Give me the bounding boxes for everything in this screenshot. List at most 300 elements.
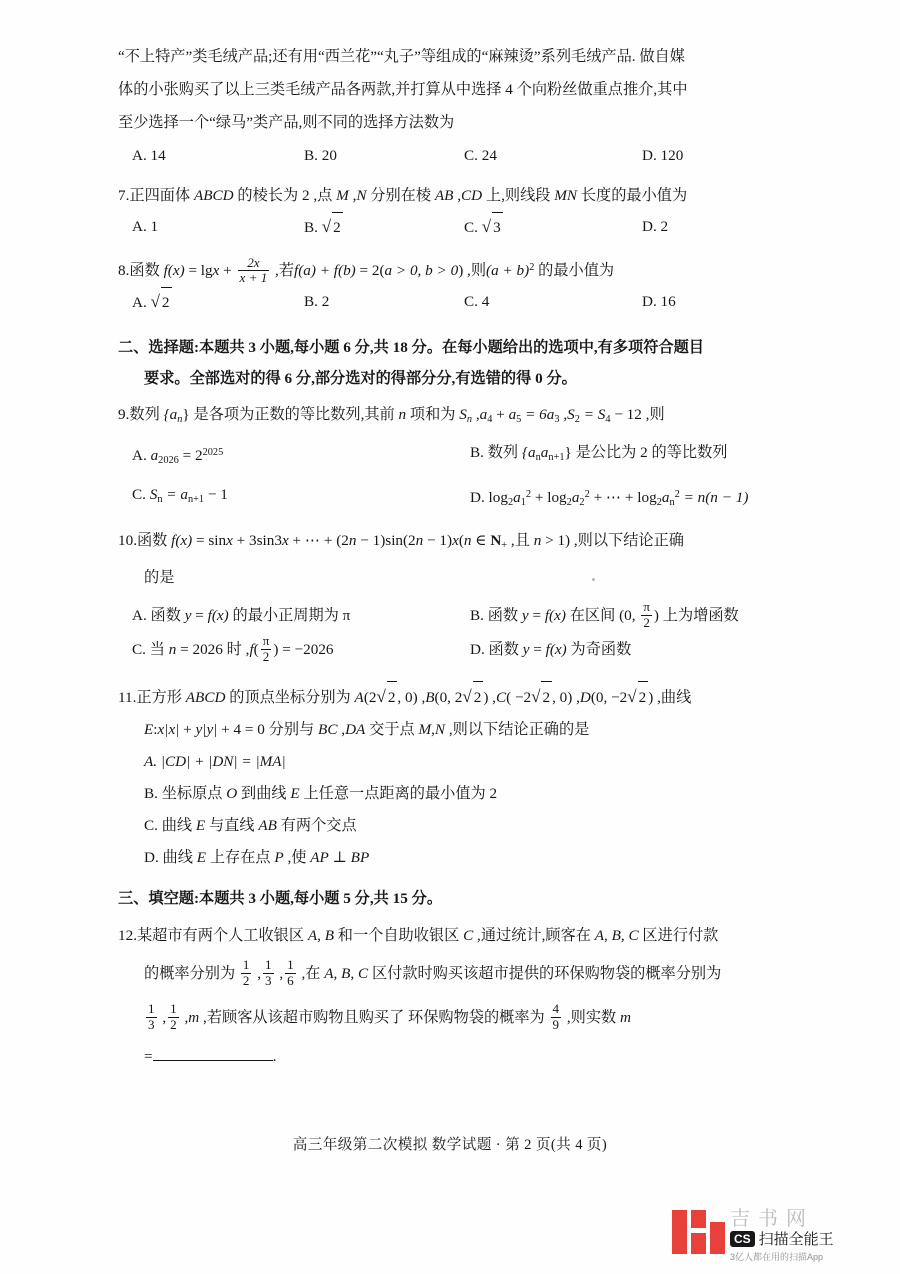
- radical-icon: √: [462, 687, 472, 707]
- q11-option-b-e: E: [290, 785, 300, 803]
- section-2-header-line2: [118, 363, 784, 394]
- q9-text-5: − 12 ,则: [610, 406, 665, 424]
- q9-var-n: n: [398, 406, 407, 424]
- q9-option-d-plus1: + log: [531, 489, 567, 507]
- q7-var-m: M: [336, 187, 349, 204]
- q6-option-d[interactable]: D. 120: [642, 147, 684, 164]
- radical-icon: √: [627, 687, 637, 707]
- q9-option-d-a3sub: n: [669, 497, 675, 509]
- q10-x2: x: [281, 532, 289, 550]
- q11-c-val-2: , 0): [552, 689, 573, 707]
- q10-fx: f(x): [171, 532, 193, 550]
- q9-option-a-var: a: [150, 447, 159, 465]
- q7-option-c[interactable]: [464, 212, 642, 243]
- page-speck: [592, 578, 595, 581]
- q12-comma-2: ,: [275, 965, 284, 983]
- q10-text-5: − 1)sin(2: [356, 532, 416, 550]
- q11-point-c: C: [495, 689, 507, 707]
- q12-abc-2: A, B, C: [324, 965, 369, 983]
- q10-option-d-text: 为奇函数: [566, 641, 632, 659]
- q7-var-mn: MN: [554, 187, 578, 204]
- q10-option-c-open: (: [253, 641, 259, 659]
- q10-text-8: ∈: [471, 532, 491, 550]
- question-6-body: [118, 40, 784, 139]
- question-10-stem: [118, 525, 784, 562]
- q9-text-2: 是各项为正数的等比数列,其前: [189, 406, 399, 424]
- q10-option-a-eq: =: [191, 607, 208, 625]
- q10-option-c-f: f: [249, 641, 254, 659]
- q10-option-a-f: f(x): [207, 607, 229, 625]
- q10-text-10: > 1) ,则以下结论正确: [541, 532, 684, 550]
- q10-number: 10.: [118, 532, 137, 550]
- q8-text-1: 函数: [129, 262, 164, 280]
- q11-option-c-ab: AB: [258, 817, 277, 835]
- q7-var-ab: AB: [434, 187, 454, 204]
- q9-seq: {a: [163, 406, 178, 424]
- q11-m: M: [418, 721, 432, 739]
- q8-option-a-prefix: A.: [132, 294, 151, 312]
- q12-text-5: 的概率分别为: [144, 965, 239, 983]
- q12-frac-5-den: 2: [170, 1017, 177, 1033]
- q10-set-n-sub: +: [501, 540, 508, 552]
- q8-condition: a > 0, b > 0: [384, 262, 459, 280]
- watermark-brand: 吉 书 网: [730, 1208, 809, 1230]
- q12-equals: =: [144, 1048, 153, 1066]
- q9-text-1: 数列: [129, 406, 164, 424]
- q11-text-5: 交于点: [365, 721, 419, 739]
- q8-expr-pow: 2: [529, 262, 535, 273]
- q10-option-d-eq: =: [529, 641, 546, 659]
- q9-option-d-prefix: D. log: [470, 489, 508, 507]
- q10-option-b-interval: 在区间 (0,: [565, 607, 640, 625]
- q10-option-c-frac: [261, 634, 272, 664]
- q12-text-3: ,通过统计,顾客在: [473, 927, 595, 945]
- q12-ab: A, B: [307, 927, 334, 945]
- q12-c: C: [463, 927, 474, 945]
- section-2-text-2: 要求。全部选对的得 6 分,部分选对的得部分分,有选错的得 0 分。: [144, 370, 577, 388]
- q9-s2: S: [567, 406, 575, 424]
- q10-option-c-prefix: C. 当: [132, 641, 169, 659]
- q12-frac-3: [285, 958, 296, 988]
- q11-option-d-mid: 上存在点: [206, 849, 275, 867]
- q6-line-1: “不上特产”类毛绒产品;还有用“西兰花”“丸子”等组成的“麻辣烫”系列毛绒产品. 做自媒: [118, 48, 685, 65]
- q12-answer-blank[interactable]: [153, 1046, 273, 1061]
- q7-var-n: N: [356, 187, 367, 204]
- q12-frac-6-num: 4: [552, 1001, 560, 1017]
- q6-option-a[interactable]: A. 14: [132, 147, 166, 164]
- q11-option-c[interactable]: [118, 810, 784, 842]
- q12-line-1: [118, 919, 784, 952]
- q7-text-1: 正四面体: [129, 187, 194, 204]
- q8-frac-den: x + 1: [239, 270, 268, 286]
- q9-option-d-a1: a: [513, 489, 521, 507]
- q9-option-d-sub3: 2: [656, 497, 662, 509]
- q9-sn-sub: n: [466, 414, 473, 426]
- q8-text-5: = 2(: [355, 262, 385, 280]
- section-3-text: 本题共 3 小题,每小题 5 分,共 15 分。: [199, 890, 442, 908]
- q7-option-c-radicand: 3: [492, 212, 503, 243]
- q12-text-4: 区进行付款: [638, 927, 719, 945]
- q7-text-4: 分别在棱: [366, 187, 435, 204]
- q11-option-d-e: E: [196, 849, 207, 867]
- q9-option-b-prefix: B. 数列: [470, 444, 522, 462]
- radical-icon: √: [481, 217, 492, 236]
- q9-option-d-pow1: 2: [525, 489, 532, 501]
- q11-comma-1: ,: [417, 689, 426, 707]
- q12-line-4: [118, 1040, 784, 1073]
- q11-colon: :: [153, 721, 158, 739]
- question-12: [118, 919, 784, 1073]
- q11-option-c-prefix: C. 曲线: [144, 817, 196, 835]
- q9-s4-sub: 4: [605, 414, 611, 426]
- q9-option-d-sub1: 2: [507, 497, 514, 509]
- q8-option-a-radicand: 2: [161, 287, 172, 318]
- q11-absy: |y|: [202, 721, 218, 739]
- q9-option-c-eq: = a: [162, 486, 188, 504]
- q10-option-d-f: f(x): [545, 641, 567, 659]
- q10-option-a-y: y: [184, 607, 192, 625]
- q6-options: [118, 141, 784, 171]
- q9-option-d-a1sub: 1: [520, 497, 526, 509]
- q10-option-b-frac-den: 2: [641, 615, 652, 631]
- q8-option-d[interactable]: D. 16: [642, 293, 676, 311]
- q10-option-b-frac-num: π: [643, 599, 650, 615]
- q12-text-7: 区付款时购买该超市提供的环保购物袋的概率分别为: [368, 965, 722, 983]
- q9-s2-sub: 2: [574, 414, 580, 426]
- q12-frac-2: [263, 958, 274, 988]
- q7-option-b-radicand: 2: [332, 212, 343, 243]
- question-9-stem: [118, 399, 784, 436]
- q12-frac-5: [168, 1002, 179, 1032]
- watermark-scan-row: [730, 1228, 834, 1249]
- q8-fx: f(x): [163, 262, 185, 280]
- q12-frac-3-num: 1: [287, 957, 294, 973]
- q11-y: y: [195, 721, 203, 739]
- section-2-label: 二、选择题:: [118, 339, 199, 357]
- q10-option-b-frac: [641, 600, 652, 630]
- q10-options-row-2: [118, 633, 784, 667]
- q9-a4-sub: 4: [487, 414, 493, 426]
- q12-text-2: 和一个自助收银区: [334, 927, 464, 945]
- q9-option-a-prefix: A.: [132, 447, 151, 465]
- q10-text-3: + 3sin3: [232, 532, 282, 550]
- q12-frac-6: [551, 1002, 562, 1032]
- q12-frac-1-den: 2: [242, 973, 250, 989]
- q12-period: .: [272, 1048, 277, 1066]
- q12-comma-3: ,: [158, 1009, 167, 1027]
- q11-option-d-ap: AP: [310, 849, 329, 867]
- q11-d-val-1: (0, −2: [590, 689, 628, 707]
- watermark: [672, 1200, 882, 1266]
- q9-option-a-pow: 2025: [202, 447, 224, 459]
- q10-n2: n: [415, 532, 424, 550]
- radical-icon: √: [150, 292, 160, 312]
- q10-n1: n: [348, 532, 357, 550]
- q11-option-c-mid: 与直线: [205, 817, 259, 835]
- q12-text-6: ,在: [297, 965, 325, 983]
- q9-option-c-sub2: n+1: [187, 493, 205, 505]
- q11-option-b-mid: 到曲线: [237, 785, 291, 803]
- q12-abc-1: A, B, C: [594, 927, 639, 945]
- q9-sn: S: [459, 406, 467, 424]
- q8-option-a[interactable]: [132, 287, 304, 318]
- q10-option-c[interactable]: [132, 633, 470, 667]
- q9-option-c-s: S: [149, 486, 158, 504]
- q12-frac-4: [146, 1002, 157, 1032]
- q9-option-d-pow2: 2: [584, 489, 590, 501]
- q9-option-b-an: {a: [521, 444, 536, 462]
- q7-text-6: 上,则线段: [482, 187, 555, 204]
- q11-comma-4: ,: [337, 721, 346, 739]
- q12-comma-4: ,: [180, 1009, 189, 1027]
- q7-option-b-prefix: B.: [304, 219, 322, 236]
- section-3-header: [118, 883, 784, 914]
- radical-icon: √: [321, 217, 332, 236]
- q12-text-1: 某超市有两个人工收银区: [136, 927, 308, 945]
- q9-option-b-sub2: n+1: [548, 451, 565, 463]
- q8-fraction: [238, 256, 270, 286]
- q11-option-d-bp: BP: [350, 849, 370, 867]
- q11-a-val-1: (2: [363, 689, 377, 707]
- q11-plus: +: [179, 721, 196, 739]
- q7-option-a[interactable]: A. 1: [132, 218, 159, 235]
- q10-text-9: ,且: [507, 532, 534, 550]
- q11-text-6: ,则以下结论正确的是: [445, 721, 590, 739]
- q10-text-1: 函数: [136, 532, 172, 550]
- q8-number: 8.: [118, 262, 130, 280]
- q11-number: 11.: [118, 689, 137, 707]
- q11-option-d-p: P: [274, 849, 284, 867]
- q7-options: [118, 212, 784, 243]
- q11-text-2: 的顶点坐标分别为: [225, 689, 355, 707]
- question-10-stem-line2: 的是: [144, 569, 175, 587]
- q12-frac-3-den: 6: [287, 973, 294, 989]
- q11-text-4: + 4 = 0 分别与: [217, 721, 319, 739]
- q8-text-2: = lg: [184, 262, 213, 280]
- q9-option-d-sub2: 2: [566, 497, 572, 509]
- q11-d-val-2: ): [648, 689, 654, 707]
- q9-comma: ,: [559, 406, 568, 424]
- q8-fa-fb: f(a) + f(b): [294, 262, 356, 280]
- q10-n3: n: [463, 532, 472, 550]
- q8-text-7: 的最小值为: [534, 262, 615, 280]
- q9-option-c-prefix: C.: [132, 486, 150, 504]
- watermark-sub-label: 3亿人都在用的扫描App: [730, 1252, 824, 1262]
- q11-curve-e: E: [144, 721, 154, 739]
- q9-option-d-a3: a: [661, 489, 670, 507]
- q6-option-b[interactable]: B. 20: [304, 147, 337, 164]
- q11-b-val-2: ): [483, 689, 489, 707]
- q10-option-b[interactable]: [470, 599, 739, 633]
- q6-line-3: 至少选择一个“绿马”类产品,则不同的选择方法数为: [118, 114, 455, 131]
- q11-comma-3: ,: [572, 689, 580, 707]
- q11-text-3: ,曲线: [653, 689, 692, 707]
- q7-text-7: 长度的最小值为: [577, 187, 688, 204]
- page-content: [118, 40, 784, 1073]
- q11-option-a[interactable]: A. |CD| + |DN| = |MA|: [144, 753, 286, 771]
- section-2-header: [118, 332, 784, 363]
- q10-option-b-eq: =: [528, 607, 545, 625]
- q10-option-d[interactable]: [470, 633, 631, 667]
- q9-option-d-a2sub: 2: [579, 497, 585, 509]
- q10-option-a-text: 的最小正周期为 π: [228, 607, 351, 625]
- q11-option-b-prefix: B. 坐标原点: [144, 785, 227, 803]
- q9-option-d-pow3: 2: [674, 489, 680, 501]
- q7-option-d[interactable]: D. 2: [642, 218, 669, 235]
- question-8-stem: [118, 252, 784, 287]
- q9-text-3: 项和为: [406, 406, 460, 424]
- section-2-text-1: 本题共 3 小题,每小题 6 分,共 18 分。在每小题给出的选项中,有多项符合题目: [199, 339, 704, 357]
- q10-set-n: N: [490, 532, 502, 550]
- q11-absx: |x|: [164, 721, 180, 739]
- q10-option-d-prefix: D. 函数: [470, 641, 523, 659]
- q7-number: 7.: [118, 187, 130, 204]
- camscanner-logo-icon: [672, 1206, 726, 1260]
- q10-option-c-n: n: [168, 641, 177, 659]
- q11-point-d: D: [579, 689, 591, 707]
- q12-frac-1-num: 1: [242, 957, 250, 973]
- q11-a-val-2: , 0): [397, 689, 418, 707]
- q9-seq-close: }: [182, 406, 190, 424]
- q12-line-3: [118, 996, 784, 1040]
- q7-var-abcd: ABCD: [193, 187, 234, 204]
- q10-option-c-frac-den: 2: [261, 649, 272, 665]
- q8-option-c[interactable]: C. 4: [464, 293, 490, 311]
- q12-frac-4-den: 3: [148, 1017, 155, 1033]
- q11-text-1: 正方形: [136, 689, 186, 707]
- q7-option-b[interactable]: [304, 212, 464, 243]
- q12-frac-2-num: 1: [265, 957, 272, 973]
- q12-text-9: ,则实数: [563, 1009, 621, 1027]
- q11-point-b: B: [425, 689, 435, 707]
- q11-c-rad: 2: [541, 681, 552, 714]
- q7-text-2: 的棱长为 2 ,点: [233, 187, 337, 204]
- q8-text-3: +: [219, 262, 236, 280]
- q10-option-b-f: f(x): [544, 607, 566, 625]
- q12-frac-4-num: 1: [148, 1001, 155, 1017]
- q12-text-8: ,若顾客从该超市购物且购买了 环保购物袋的概率为: [199, 1009, 549, 1027]
- q8-frac-num: 2x: [247, 254, 260, 270]
- q10-option-c-text: = 2026 时 ,: [176, 641, 250, 659]
- q10-option-b-prefix: B. 函数: [470, 607, 522, 625]
- q11-bc: BC: [318, 721, 338, 739]
- q9-option-a-sub: 2026: [158, 455, 179, 467]
- q10-option-d-y: y: [522, 641, 530, 659]
- q11-option-c-e: E: [195, 817, 206, 835]
- q9-option-b-sub1: n: [535, 451, 541, 463]
- q9-option-d[interactable]: [470, 478, 748, 520]
- q11-option-b-text: 上任意一点距离的最小值为 2: [299, 785, 498, 803]
- q12-comma-1: ,: [253, 965, 262, 983]
- q12-frac-2-den: 3: [265, 973, 272, 989]
- q9-a5-sub: 5: [516, 414, 522, 426]
- q9-plus: +: [492, 406, 509, 424]
- q10-option-a[interactable]: [132, 599, 470, 633]
- q8-option-b[interactable]: B. 2: [304, 293, 330, 311]
- q9-option-d-dots: + ⋯ + log: [589, 489, 657, 507]
- q10-n4: n: [533, 532, 542, 550]
- radical-icon: √: [376, 687, 386, 707]
- q9-a4: a: [479, 406, 488, 424]
- q9-options-row-1: [118, 436, 784, 478]
- q9-option-b[interactable]: [470, 436, 727, 478]
- q11-abcd: ABCD: [185, 689, 226, 707]
- q9-option-c[interactable]: [132, 478, 470, 520]
- q11-point-a: A: [354, 689, 364, 707]
- q11-option-d-text: ,使: [283, 849, 311, 867]
- q11-option-d[interactable]: [118, 842, 784, 874]
- q10-x1: x: [226, 532, 233, 550]
- q9-seq-sub: n: [177, 414, 183, 426]
- q9-a3-sub: 3: [554, 414, 560, 426]
- question-11-stem-line2: [118, 714, 784, 746]
- q10-option-a-prefix: A. 函数: [132, 607, 185, 625]
- q10-option-b-text: ) 上为增函数: [653, 607, 739, 625]
- q11-c-val-1: ( −2: [506, 689, 532, 707]
- q9-option-a-eq: = 2: [178, 447, 203, 465]
- q11-da: DA: [345, 721, 366, 739]
- page-footer: 高三年级第二次模拟 数学试题 · 第 2 页(共 4 页): [292, 1137, 608, 1153]
- q10-option-b-y: y: [521, 607, 529, 625]
- q11-option-b-o: O: [226, 785, 238, 803]
- q9-option-b-text: 是公比为 2 的等比数列: [571, 444, 728, 462]
- cs-badge-icon: CS: [730, 1231, 755, 1247]
- q11-option-b[interactable]: [118, 778, 784, 810]
- q9-option-b-close: }: [564, 444, 572, 462]
- question-7-stem: [118, 180, 784, 212]
- q9-text-4: ,: [472, 406, 480, 424]
- q10-text-2: = sin: [192, 532, 227, 550]
- q11-option-d-perp: ⊥: [328, 849, 351, 867]
- q12-m-1: m: [188, 1009, 200, 1027]
- section-3-label: 三、填空题:: [118, 890, 199, 908]
- q8-options: [118, 287, 784, 318]
- q11-option-c-text: 有两个交点: [276, 817, 357, 835]
- q11-a-rad: 2: [387, 681, 398, 714]
- q11-option-d-prefix: D. 曲线: [144, 849, 197, 867]
- q10-options-row-1: [118, 599, 784, 633]
- q9-eq6a3: = 6a: [521, 406, 555, 424]
- q11-comma-2: ,: [488, 689, 496, 707]
- q9-option-b-an1: a: [540, 444, 549, 462]
- q11-b-val-1: (0, 2: [434, 689, 463, 707]
- q7-option-c-prefix: C.: [464, 219, 482, 236]
- q10-text-6: − 1): [423, 532, 453, 550]
- watermark-scan-label: 扫描全能王: [758, 1231, 834, 1248]
- q12-frac-1: [241, 958, 252, 988]
- q9-number: 9.: [118, 406, 130, 424]
- q9-option-c-end: − 1: [204, 486, 228, 504]
- q12-line-2: [118, 952, 784, 996]
- q8-text-6: ) ,则: [458, 262, 487, 280]
- q10-text-7: (: [458, 532, 464, 550]
- q7-text-5: ,: [453, 187, 461, 204]
- q9-eqs4: = S: [579, 406, 606, 424]
- q6-line-2: 体的小张购买了以上三类毛绒产品各两款,并打算从中选择 4 个向粉丝做重点推介,其中: [118, 81, 688, 98]
- q12-m-2: m: [620, 1009, 631, 1027]
- q12-frac-5-num: 1: [170, 1001, 177, 1017]
- q8-expr: (a + b): [486, 262, 530, 280]
- q7-var-cd: CD: [461, 187, 483, 204]
- q6-option-c[interactable]: C. 24: [464, 147, 497, 164]
- q10-text-4: + ⋯ + (2: [288, 532, 349, 550]
- q9-option-a[interactable]: [132, 436, 470, 478]
- q8-text-4: ,若: [271, 262, 295, 280]
- q9-options-row-2: [118, 478, 784, 520]
- q9-option-d-eq: = n(n − 1): [679, 489, 749, 507]
- question-11-stem: [118, 681, 784, 714]
- q9-a5: a: [508, 406, 517, 424]
